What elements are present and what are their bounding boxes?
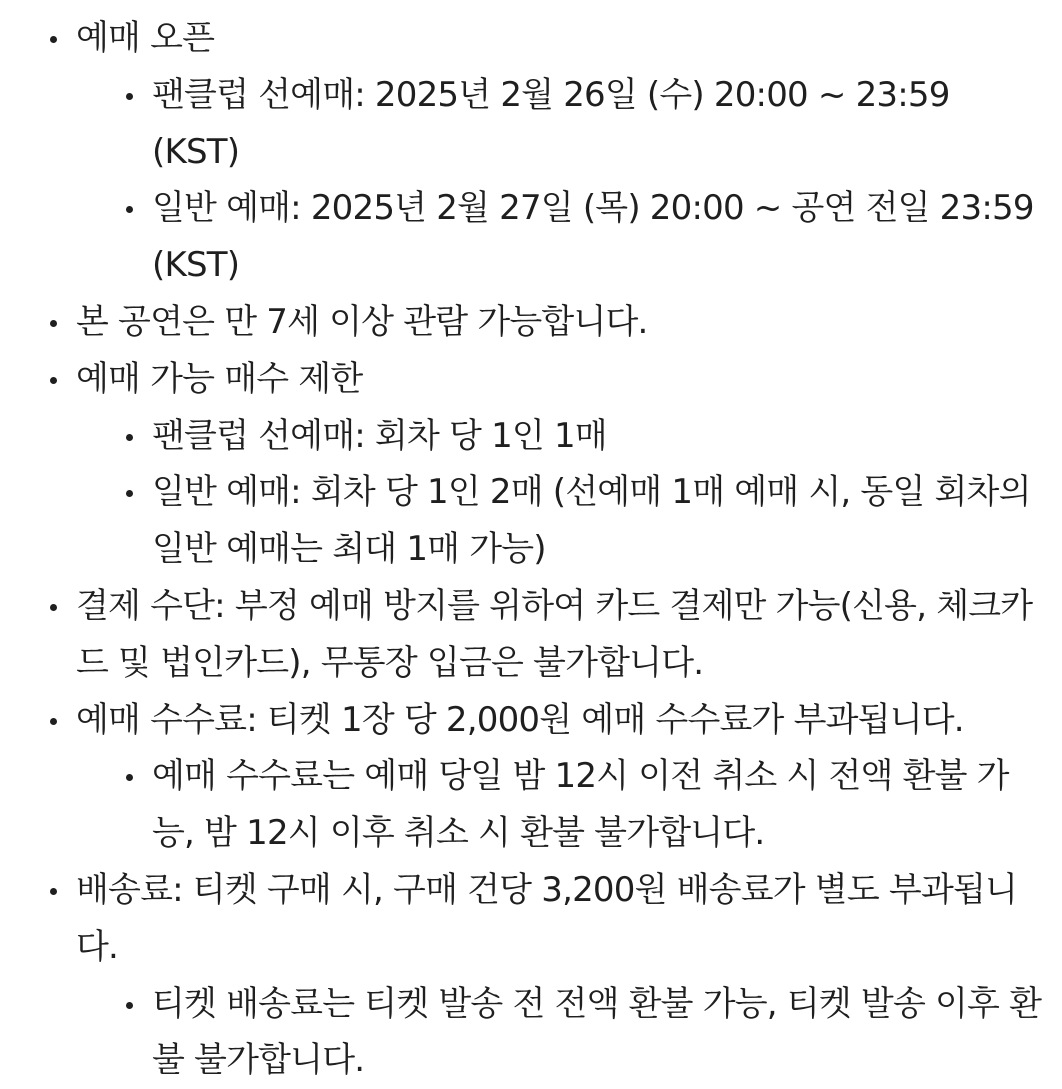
sub-item-shipping-refund (124, 976, 1042, 1089)
bullet-icon (50, 377, 57, 384)
sub-list (76, 408, 1042, 578)
sub-list (76, 748, 1042, 862)
bullet-icon (50, 604, 57, 611)
list-item-text: 예매 수수료: 티켓 1장 당 2,000원 예매 수수료가 부과됩니다. (76, 699, 964, 740)
bullet-icon (50, 320, 57, 327)
bullet-icon (50, 888, 57, 895)
sub-item-text: 일반 예매: 2025년 2월 27일 (목) 20:00 ~ 공연 전일 23:59 (KST) (152, 188, 1034, 286)
sub-item-general-sale (124, 180, 1042, 294)
sub-list (76, 67, 1042, 294)
sub-item-text: 예매 수수료는 예매 당일 밤 12시 이전 취소 시 전액 환불 가능, 밤 12시 이후 취소 시 환불 불가합니다. (152, 756, 1009, 854)
list-item-text: 예매 가능 매수 제한 (76, 358, 363, 399)
list-item-ticket-open (48, 10, 1042, 294)
list-item-text: 예매 오픈 (76, 18, 215, 58)
sub-item-text: 일반 예매: 회차 당 1인 2매 (선예매 1매 예매 시, 동일 회차의 일반 예매는 최대 1매 가능) (152, 472, 1031, 570)
bullet-icon (126, 434, 133, 441)
bullet-icon (126, 490, 133, 497)
bullet-icon (126, 206, 133, 213)
sub-item-fanclub-presale (124, 67, 1042, 181)
list-item-booking-fee (48, 692, 1042, 862)
sub-item-fee-refund (124, 748, 1042, 862)
bullet-icon (50, 718, 57, 725)
sub-item-text: 티켓 배송료는 티켓 발송 전 전액 환불 가능, 티켓 발송 이후 환불 불가합니다. (152, 983, 1042, 1081)
bullet-icon (126, 1002, 133, 1009)
list-item-payment-method (48, 578, 1042, 692)
sub-list (76, 976, 1042, 1089)
list-item-shipping-fee (48, 862, 1042, 1089)
list-item-text: 결제 수단: 부정 예매 방지를 위하여 카드 결제만 가능(신용, 체크카드 및 법인카드), 무통장 입금은 불가합니다. (76, 585, 1033, 683)
sub-item-text: 팬클럽 선예매: 회차 당 1인 1매 (152, 415, 607, 456)
list-item-text: 본 공연은 만 7세 이상 관람 가능합니다. (76, 301, 648, 342)
list-item-text: 배송료: 티켓 구매 시, 구매 건당 3,200원 배송료가 별도 부과됩니다. (76, 869, 1018, 967)
bullet-icon (126, 774, 133, 781)
list-item-ticket-limit (48, 351, 1042, 578)
bullet-icon (126, 93, 133, 100)
bullet-icon (50, 36, 57, 43)
sub-item-general-limit (124, 464, 1042, 578)
sub-item-fanclub-limit (124, 408, 1042, 465)
list-item-age-limit (48, 294, 1042, 351)
notice-list (48, 10, 1042, 1089)
sub-item-text: 팬클럽 선예매: 2025년 2월 26일 (수) 20:00 ~ 23:59 (KST) (152, 74, 950, 172)
